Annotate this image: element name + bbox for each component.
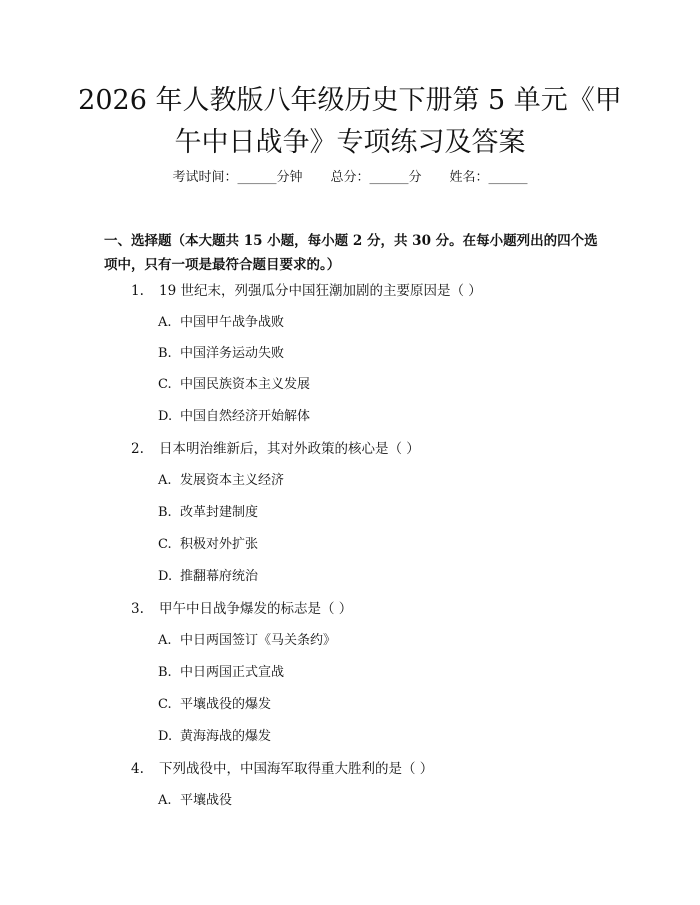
question-text: 甲午中日战争爆发的标志是（ ） [159,601,353,617]
question-text: 19 世纪末，列强瓜分中国狂潮加剧的主要原因是（ ） [159,283,482,299]
option-text: 中国洋务运动失败 [180,346,285,361]
option-text: 推翻幕府统治 [180,569,259,584]
option-letter: C. [158,697,172,712]
question-2 [131,439,420,459]
option-text: 平壤战役的爆发 [180,697,272,712]
title-line-2: 午中日战争》专项练习及答案 [174,127,526,158]
question-4-option-a [158,791,232,811]
question-3-option-c [158,695,271,715]
question-2-option-a [158,471,284,491]
section-heading [104,229,624,277]
option-text: 中国甲午战争战败 [180,315,285,330]
option-letter: B. [158,665,172,680]
question-4 [131,759,433,779]
question-1-option-b [158,344,284,364]
question-1-option-a [158,313,284,333]
question-number: 4. [131,761,144,777]
question-1 [131,281,482,301]
question-3 [131,599,352,619]
option-letter: B. [158,505,172,520]
total-score: 总分：______分 [330,170,422,185]
option-text: 平壤战役 [180,793,233,808]
exam-meta [0,168,700,188]
student-name: 姓名：______ [449,170,528,185]
option-text: 积极对外扩张 [180,537,259,552]
question-1-option-d [158,407,310,427]
option-letter: A. [158,793,172,808]
option-letter: A. [158,473,172,488]
question-3-option-d [158,727,271,747]
question-3-option-a [158,631,336,651]
option-text: 中日两国签订《马关条约》 [180,633,337,648]
option-text: 黄海海战的爆发 [180,729,272,744]
option-letter: A. [158,633,172,648]
option-text: 中国自然经济开始解体 [180,409,311,424]
option-letter: D. [158,409,173,424]
option-text: 中日两国正式宣战 [180,665,285,680]
option-letter: D. [158,729,173,744]
option-letter: D. [158,569,173,584]
option-letter: A. [158,315,172,330]
question-2-option-d [158,567,258,587]
exam-time: 考试时间：______分钟 [172,170,303,185]
option-letter: B. [158,346,172,361]
question-number: 1. [131,283,144,299]
question-text: 日本明治维新后，其对外政策的核心是（ ） [159,441,420,457]
option-letter: C. [158,537,172,552]
question-number: 2. [131,441,144,457]
option-text: 中国民族资本主义发展 [180,377,311,392]
question-2-option-b [158,503,258,523]
option-text: 改革封建制度 [180,505,259,520]
section-heading-line-1: 一、选择题（本大题共 15 小题，每小题 2 分，共 30 分。在每小题列出的四个选 [104,233,598,249]
option-letter: C. [158,377,172,392]
option-text: 发展资本主义经济 [180,473,285,488]
document-title [60,80,640,164]
title-line-1: 2026 年人教版八年级历史下册第 5 单元《甲 [78,85,622,116]
question-1-option-c [158,375,310,395]
question-number: 3. [131,601,144,617]
section-heading-line-2: 项中，只有一项是最符合题目要求的。） [104,257,341,273]
question-2-option-c [158,535,258,555]
question-3-option-b [158,663,284,683]
question-text: 下列战役中，中国海军取得重大胜利的是（ ） [159,761,434,777]
